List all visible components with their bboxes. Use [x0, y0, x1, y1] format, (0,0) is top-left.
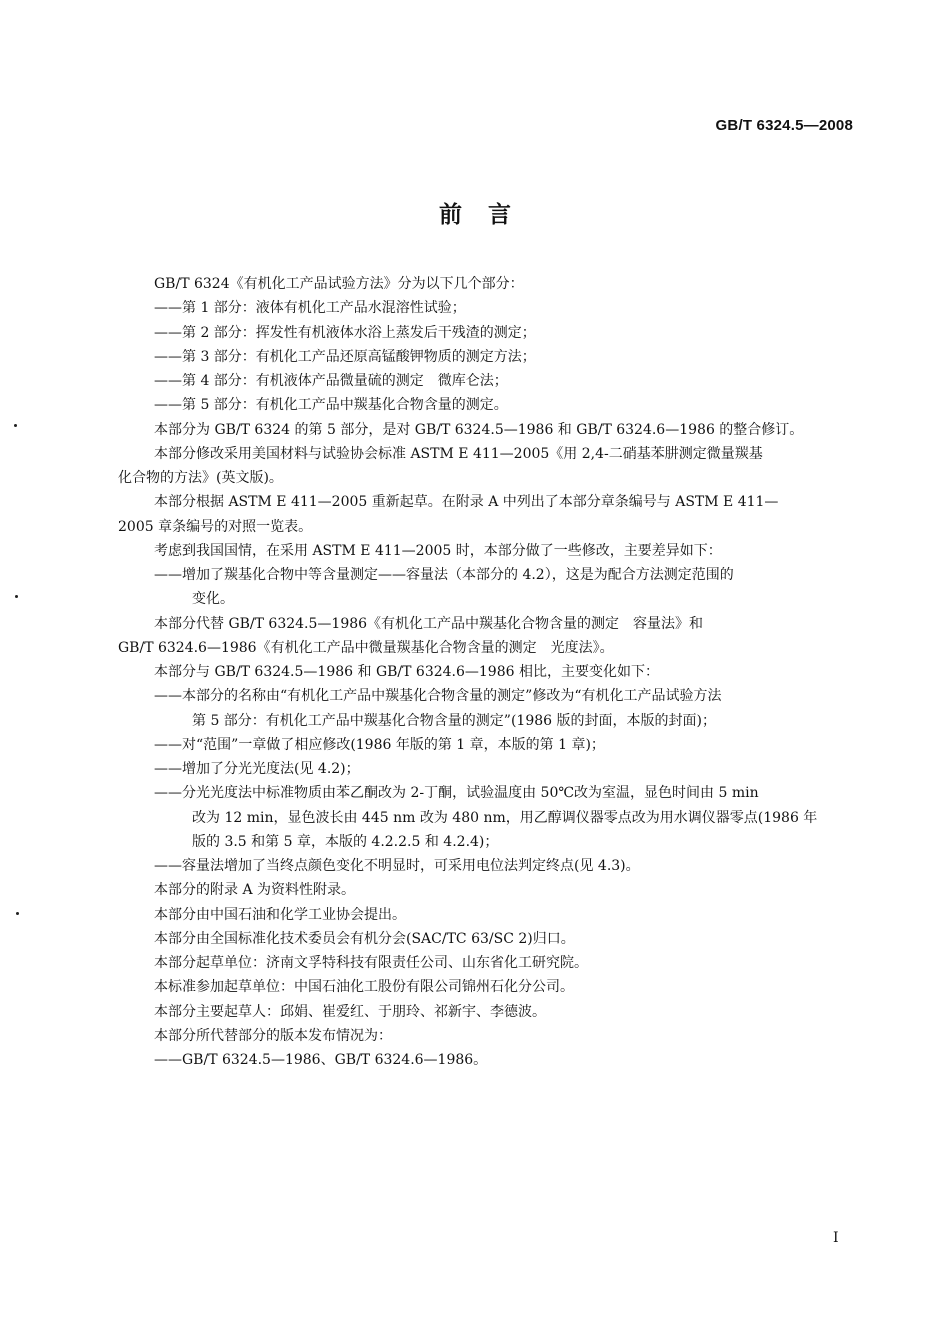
paragraph-line: 考虑到我国国情，在采用 ASTM E 411—2005 时，本部分做了一些修改，主要差异如下： [154, 542, 722, 559]
list-item: ——第 2 部分：挥发性有机液体水浴上蒸发后干残渣的测定； [154, 324, 536, 341]
paragraph-line: 化合物的方法》(英文版)。 [118, 470, 283, 486]
list-item: ——第 5 部分：有机化工产品中羰基化合物含量的测定。 [154, 397, 508, 414]
page-title: 前言 [439, 202, 537, 228]
list-item: ——增加了分光光度法(见 4.2)； [154, 761, 360, 777]
paragraph-line: 本部分代替 GB/T 6324.5—1986《有机化工产品中羰基化合物含量的测定 容量法》和 [154, 615, 704, 632]
paragraph-line: 本标准参加起草单位：中国石油化工股份有限公司锦州石化分公司。 [154, 979, 574, 996]
scan-speck [14, 424, 17, 427]
paragraph-line: 2005 章条编号的对照一览表。 [118, 518, 313, 535]
scan-speck [16, 912, 19, 915]
paragraph-line: 本部分由中国石油和化学工业协会提出。 [154, 906, 406, 923]
paragraph-line: 本部分主要起草人：邱娟、崔爱红、于朋玲、祁新宇、李德波。 [154, 1003, 546, 1020]
paragraph-line: 本部分所代替部分的版本发布情况为： [154, 1027, 392, 1044]
list-item: ——第 3 部分：有机化工产品还原高锰酸钾物质的测定方法； [154, 348, 536, 365]
paragraph-line: 本部分起草单位：济南文孚特科技有限责任公司、山东省化工研究院。 [154, 955, 588, 971]
standard-code: GB/T 6324.5—2008 [715, 117, 853, 134]
list-item: ——对“范围”一章做了相应修改(1986 年版的第 1 章，本版的第 1 章)； [154, 736, 605, 753]
list-item-continuation: 版的 3.5 和第 5 章，本版的 4.2.2.5 和 4.2.4)； [192, 833, 499, 850]
paragraph-line: 本部分修改采用美国材料与试验协会标准 ASTM E 411—2005《用 2,4-二硝基苯肼测定微量羰基 [154, 445, 763, 462]
foreword-body [118, 272, 858, 1072]
paragraph-line: 本部分的附录 A 为资料性附录。 [154, 882, 356, 899]
paragraph-line: 本部分根据 ASTM E 411—2005 重新起草。在附录 A 中列出了本部分章条编号与 ASTM E 411— [154, 494, 779, 511]
paragraph-line: 本部分由全国标准化技术委员会有机分会(SAC/TC 63/SC 2)归口。 [154, 930, 575, 947]
list-item-continuation: 变化。 [192, 591, 234, 608]
list-item-continuation: 第 5 部分：有机化工产品中羰基化合物含量的测定”(1986 版的封面，本版的封面)； [192, 712, 716, 729]
scan-speck [15, 595, 18, 598]
list-item: ——增加了羰基化合物中等含量测定——容量法（本部分的 4.2），这是为配合方法测定范围的 [154, 567, 734, 583]
page-number: I [833, 1230, 839, 1246]
paragraph-line: 本部分与 GB/T 6324.5—1986 和 GB/T 6324.6—1986 相比，主要变化如下： [154, 664, 659, 680]
list-item: ——本部分的名称由“有机化工产品中羰基化合物含量的测定”修改为“有机化工产品试验方法 [154, 688, 722, 705]
list-item-continuation: 改为 12 min，显色波长由 445 nm 改为 480 nm，用乙醇调仪器零点改为用水调仪器零点(1986 年 [192, 809, 818, 826]
list-item: ——第 4 部分：有机液体产品微量硫的测定 微库仑法； [154, 373, 508, 389]
list-item: ——第 1 部分：液体有机化工产品水混溶性试验； [154, 300, 466, 317]
list-item: ——GB/T 6324.5—1986、GB/T 6324.6—1986。 [154, 1052, 488, 1068]
paragraph-line: 本部分为 GB/T 6324 的第 5 部分，是对 GB/T 6324.5—1986 和 GB/T 6324.6—1986 的整合修订。 [154, 421, 804, 438]
paragraph-line: GB/T 6324《有机化工产品试验方法》分为以下几个部分： [154, 276, 524, 292]
list-item: ——容量法增加了当终点颜色变化不明显时，可采用电位法判定终点(见 4.3)。 [154, 858, 640, 874]
paragraph-line: GB/T 6324.6—1986《有机化工产品中微量羰基化合物含量的测定 光度法》。 [118, 639, 614, 656]
list-item: ——分光光度法中标准物质由苯乙酮改为 2-丁酮，试验温度由 50℃改为室温，显色时间由 5 min [154, 785, 759, 802]
